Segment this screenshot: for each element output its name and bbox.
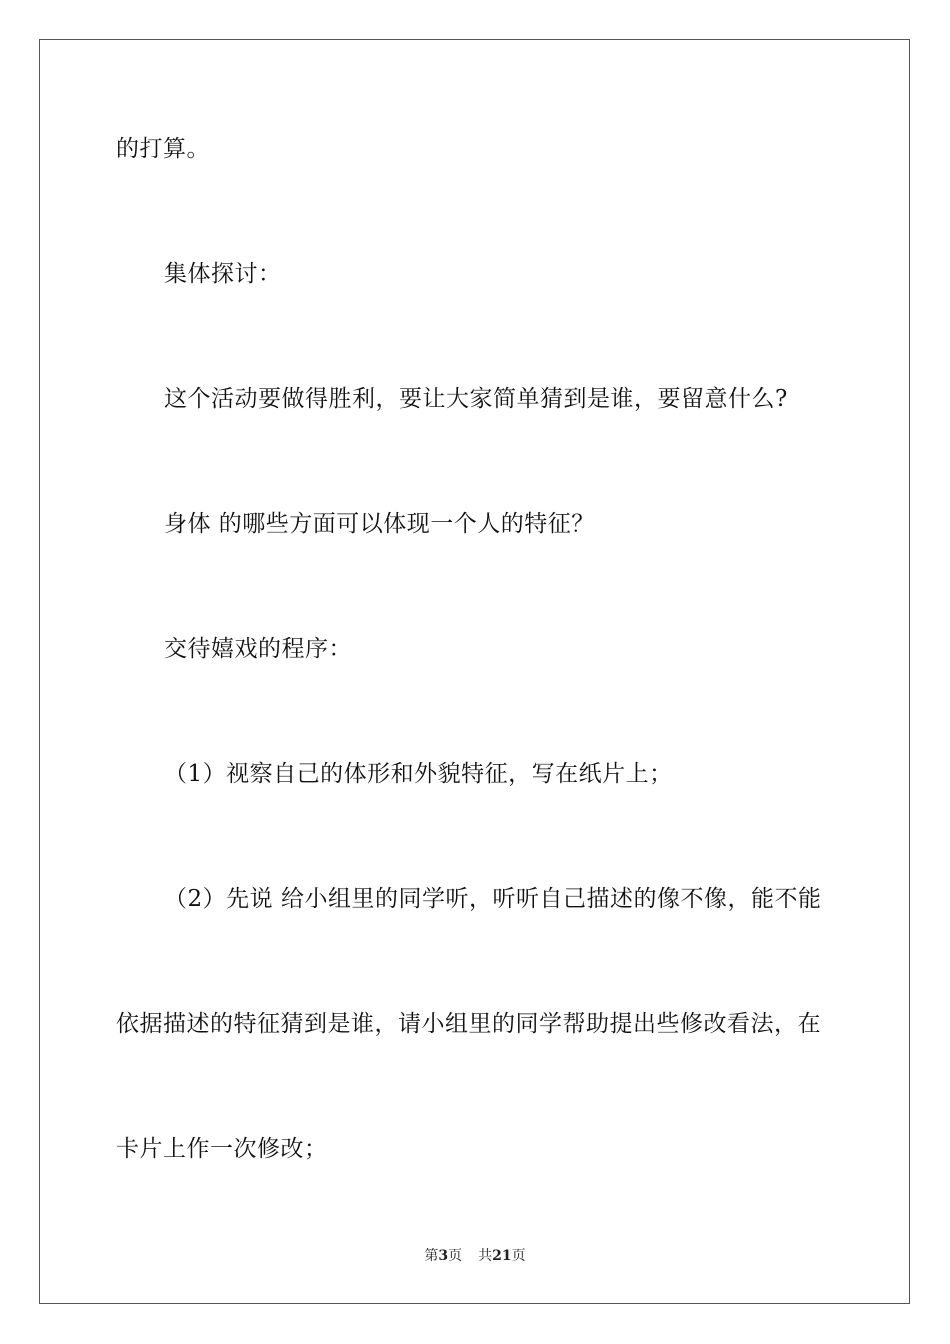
body-text-line-4: 身体 的哪些方面可以体现一个人的特征？ [164,511,595,537]
body-text-line-9: 卡片上作一次修改； [116,1136,328,1162]
page-footer [0,1247,950,1265]
page-number: 3 [438,1248,449,1264]
body-text-line-7: （2）先说 给小组里的同学听，听听自己描述的像不像，能不能 [164,886,822,912]
body-text-line-8: 依据描述的特征猜到是谁，请小组里的同学帮助提出些修改看法，在 [116,1011,821,1037]
total-pages: 21 [492,1248,512,1264]
body-text-line-6: （1）视察自己的体形和外貌特征，写在纸片上； [164,761,673,787]
total-suffix: 页 [511,1248,526,1264]
body-text-line-2: 集体探讨： [164,261,282,287]
page-border [39,39,910,1304]
body-text-line-3: 这个活动要做得胜利，要让大家简单猜到是谁，要留意什么? [164,386,788,412]
body-text-line-1: 的打算。 [116,136,210,162]
body-text-line-5: 交待嬉戏的程序： [164,636,352,662]
page-suffix: 页 [448,1248,463,1264]
page-prefix: 第 [424,1248,439,1264]
total-prefix: 共 [478,1248,493,1264]
